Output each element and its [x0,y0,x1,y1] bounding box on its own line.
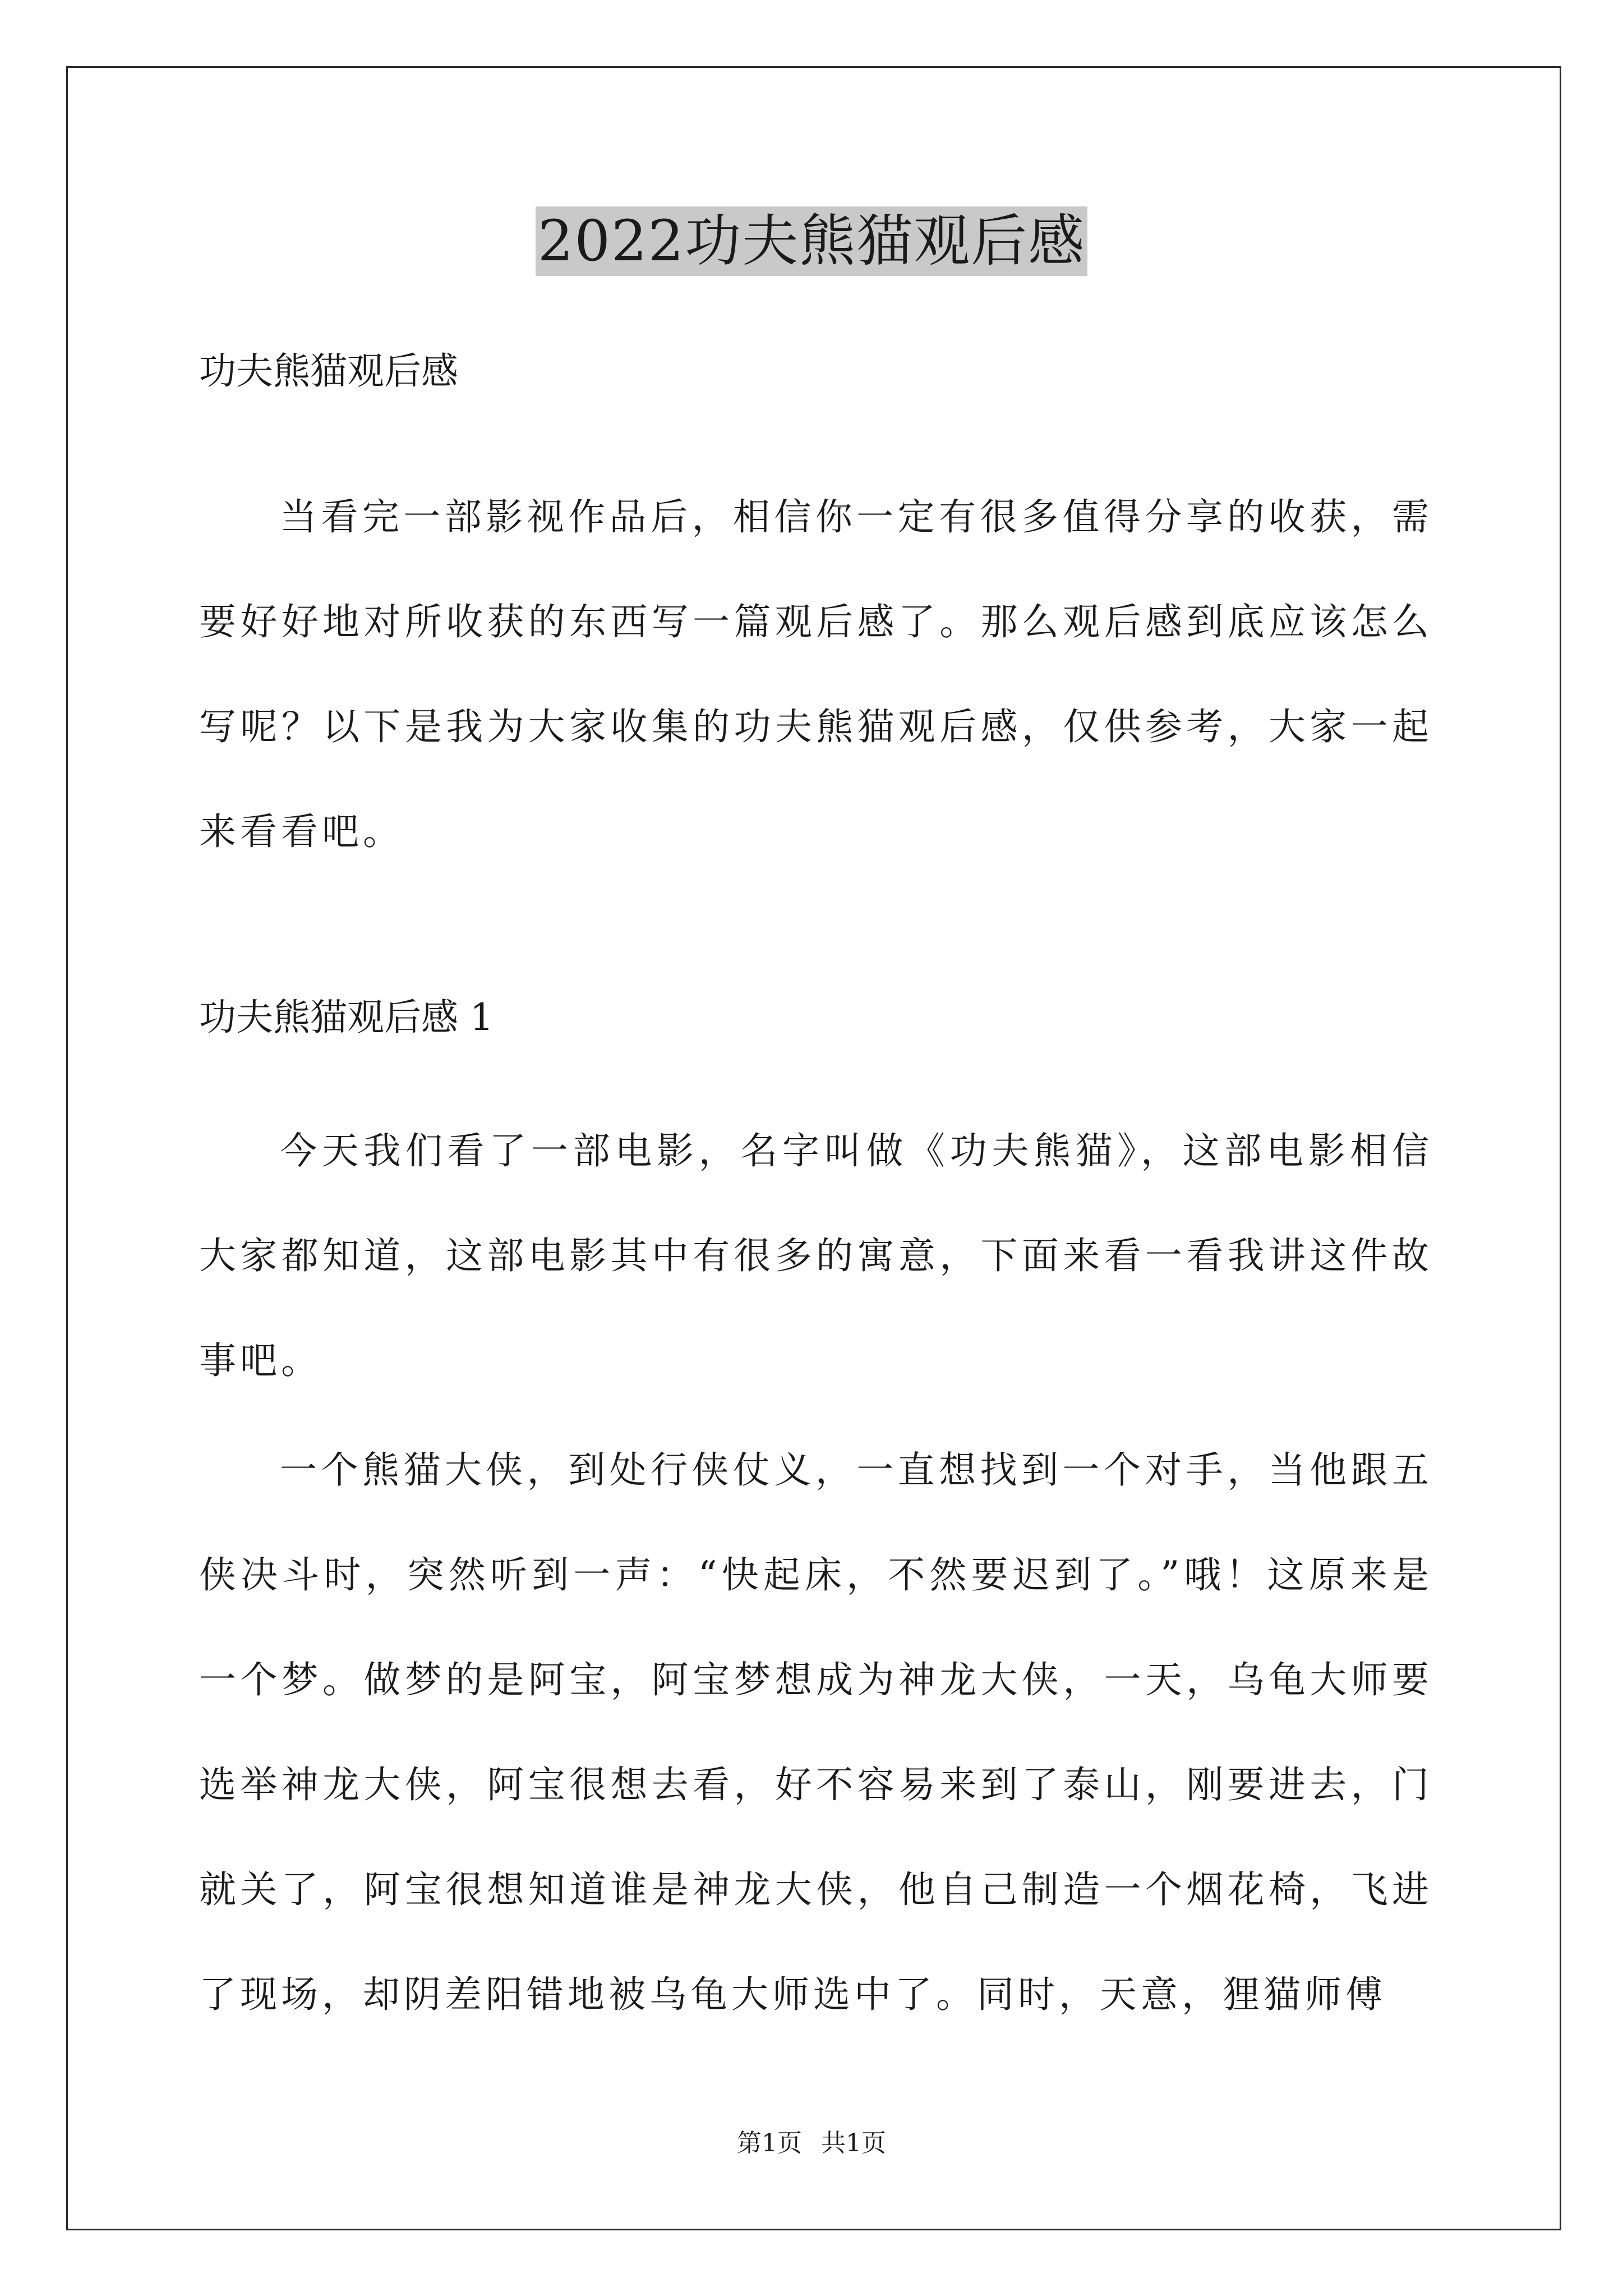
section-heading: 功夫熊猫观后感 1 [199,996,494,1039]
title-area [0,206,1623,276]
document-title: 2022功夫熊猫观后感 [536,206,1088,276]
paragraph: 今天我们看了一部电影，名字叫做《功夫熊猫》，这部电影相信大家都知道，这部电影其中有很多的寓意，下面来看一看我讲这件故事吧。 [199,1129,1433,1382]
paragraph: 一个熊猫大侠，到处行侠仗义，一直想找到一个对手，当他跟五侠决斗时，突然听到一声：“快起床，不然要迟到了。”哦！这原来是一个梦。做梦的是阿宝，阿宝梦想成为神龙大侠，一天，乌龟大师要选举神龙大侠，阿宝很想去看，好不容易来到了泰山，刚要进去，门就关了，阿宝很想知道谁是神龙大侠，他自己制造一个烟花椅，飞进了现场，却阴差阳错地被乌龟大师选中了。同时，天意，狸猫师傅 [199,1448,1433,2016]
paragraph: 当看完一部影视作品后，相信你一定有很多值得分享的收获，需要好好地对所收获的东西写一篇观后感了。那么观后感到底应该怎么写呢？以下是我为大家收集的功夫熊猫观后感，仅供参考，大家一起来看看吧。 [199,495,1433,853]
page-count: 共1页 [821,2129,886,2157]
document-body [199,320,1433,2047]
section-heading: 功夫熊猫观后感 [199,349,458,393]
page-number: 第1页 [737,2129,802,2157]
page-footer [0,2128,1623,2159]
